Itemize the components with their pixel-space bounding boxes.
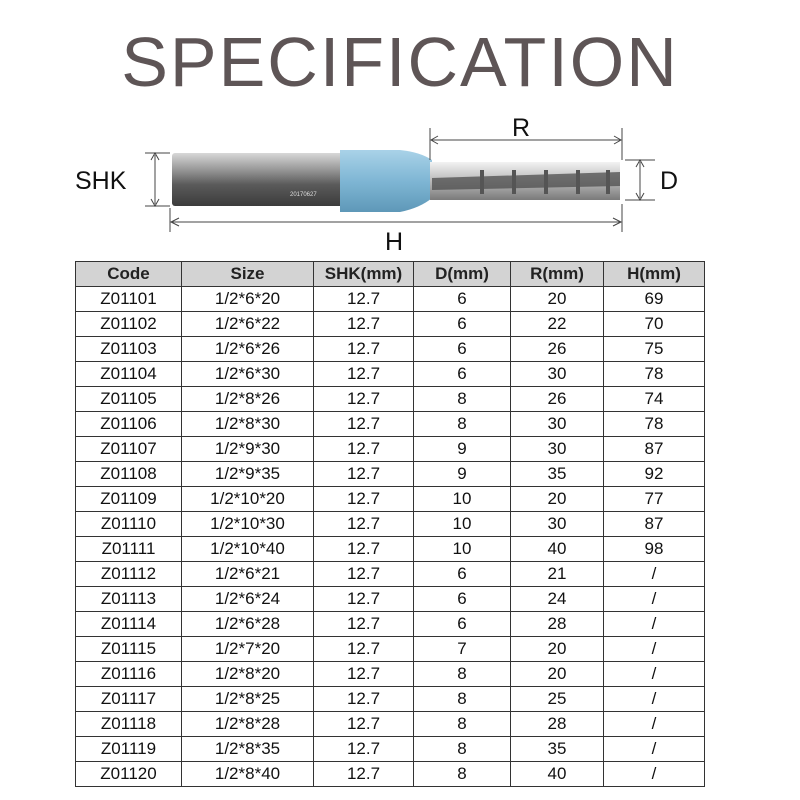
table-row — [76, 687, 705, 712]
cell-d: 9 — [414, 437, 511, 462]
cell-size: 1/2*9*30 — [182, 437, 314, 462]
cell-shk: 12.7 — [314, 487, 414, 512]
shk-dimension — [145, 153, 170, 206]
table-row — [76, 362, 705, 387]
cell-h: 87 — [604, 512, 705, 537]
cell-h: / — [604, 687, 705, 712]
table-row — [76, 412, 705, 437]
table-row — [76, 337, 705, 362]
cell-code: Z01107 — [76, 437, 182, 462]
cell-code: Z01105 — [76, 387, 182, 412]
cell-h: / — [604, 662, 705, 687]
cell-r: 25 — [511, 687, 604, 712]
cell-d: 8 — [414, 712, 511, 737]
table-row — [76, 637, 705, 662]
cell-size: 1/2*6*22 — [182, 312, 314, 337]
cell-h: 78 — [604, 362, 705, 387]
cell-r: 22 — [511, 312, 604, 337]
cell-r: 35 — [511, 737, 604, 762]
cell-r: 28 — [511, 612, 604, 637]
table-row — [76, 587, 705, 612]
cell-r: 30 — [511, 412, 604, 437]
r-label: R — [512, 114, 531, 142]
cell-code: Z01101 — [76, 287, 182, 312]
cell-h: 92 — [604, 462, 705, 487]
cell-h: 77 — [604, 487, 705, 512]
cell-d: 9 — [414, 462, 511, 487]
cell-r: 20 — [511, 637, 604, 662]
shank — [172, 153, 344, 206]
cell-h: / — [604, 637, 705, 662]
cell-d: 6 — [414, 587, 511, 612]
cell-r: 30 — [511, 437, 604, 462]
router-bit-diagram — [0, 105, 800, 260]
cell-r: 20 — [511, 662, 604, 687]
cell-code: Z01120 — [76, 762, 182, 787]
table-row — [76, 512, 705, 537]
cell-d: 8 — [414, 737, 511, 762]
cell-code: Z01108 — [76, 462, 182, 487]
cell-d: 7 — [414, 637, 511, 662]
header-d: D(mm) — [414, 262, 511, 287]
cell-code: Z01116 — [76, 662, 182, 687]
cell-h: 70 — [604, 312, 705, 337]
cell-code: Z01103 — [76, 337, 182, 362]
cell-shk: 12.7 — [314, 637, 414, 662]
cell-d: 6 — [414, 312, 511, 337]
cell-size: 1/2*8*30 — [182, 412, 314, 437]
cell-shk: 12.7 — [314, 712, 414, 737]
cell-h: / — [604, 612, 705, 637]
cell-h: / — [604, 762, 705, 787]
cell-shk: 12.7 — [314, 412, 414, 437]
cell-d: 10 — [414, 512, 511, 537]
cell-shk: 12.7 — [314, 387, 414, 412]
cell-h: / — [604, 737, 705, 762]
cell-code: Z01111 — [76, 537, 182, 562]
cell-code: Z01110 — [76, 512, 182, 537]
cell-d: 6 — [414, 612, 511, 637]
cell-d: 6 — [414, 287, 511, 312]
cell-shk: 12.7 — [314, 337, 414, 362]
table-row — [76, 562, 705, 587]
cell-code: Z01104 — [76, 362, 182, 387]
cell-d: 8 — [414, 387, 511, 412]
cell-shk: 12.7 — [314, 612, 414, 637]
cell-r: 28 — [511, 712, 604, 737]
cell-shk: 12.7 — [314, 312, 414, 337]
header-h: H(mm) — [604, 262, 705, 287]
cell-r: 30 — [511, 362, 604, 387]
cell-h: 75 — [604, 337, 705, 362]
collar — [340, 150, 432, 212]
cell-shk: 12.7 — [314, 362, 414, 387]
cell-shk: 12.7 — [314, 587, 414, 612]
cell-code: Z01113 — [76, 587, 182, 612]
cell-r: 20 — [511, 487, 604, 512]
cell-shk: 12.7 — [314, 562, 414, 587]
cell-size: 1/2*9*35 — [182, 462, 314, 487]
h-label: H — [385, 228, 404, 256]
cell-d: 6 — [414, 362, 511, 387]
cell-h: 98 — [604, 537, 705, 562]
header-size: Size — [182, 262, 314, 287]
cell-h: 69 — [604, 287, 705, 312]
cell-code: Z01106 — [76, 412, 182, 437]
table-row — [76, 737, 705, 762]
cell-size: 1/2*8*26 — [182, 387, 314, 412]
header-r: R(mm) — [511, 262, 604, 287]
cell-h: / — [604, 587, 705, 612]
table-row — [76, 312, 705, 337]
cell-size: 1/2*10*30 — [182, 512, 314, 537]
cell-r: 35 — [511, 462, 604, 487]
cell-size: 1/2*6*30 — [182, 362, 314, 387]
cell-code: Z01112 — [76, 562, 182, 587]
cell-code: Z01117 — [76, 687, 182, 712]
table-row — [76, 437, 705, 462]
cell-code: Z01118 — [76, 712, 182, 737]
cell-shk: 12.7 — [314, 537, 414, 562]
cell-size: 1/2*6*24 — [182, 587, 314, 612]
cell-h: / — [604, 712, 705, 737]
cell-code: Z01115 — [76, 637, 182, 662]
cell-shk: 12.7 — [314, 737, 414, 762]
cell-r: 30 — [511, 512, 604, 537]
cell-r: 20 — [511, 287, 604, 312]
cell-size: 1/2*7*20 — [182, 637, 314, 662]
cell-h: 78 — [604, 412, 705, 437]
table-row — [76, 487, 705, 512]
cell-d: 8 — [414, 762, 511, 787]
cell-code: Z01102 — [76, 312, 182, 337]
table-row — [76, 712, 705, 737]
table-row — [76, 662, 705, 687]
cell-shk: 12.7 — [314, 287, 414, 312]
cell-h: 74 — [604, 387, 705, 412]
cell-h: 87 — [604, 437, 705, 462]
cell-d: 6 — [414, 337, 511, 362]
table-row — [76, 537, 705, 562]
cell-d: 8 — [414, 687, 511, 712]
table-row — [76, 762, 705, 787]
cell-shk: 12.7 — [314, 687, 414, 712]
cell-size: 1/2*10*40 — [182, 537, 314, 562]
table-header-row — [76, 262, 705, 287]
cell-r: 26 — [511, 387, 604, 412]
cell-size: 1/2*8*40 — [182, 762, 314, 787]
cell-size: 1/2*6*20 — [182, 287, 314, 312]
cell-shk: 12.7 — [314, 437, 414, 462]
cell-size: 1/2*8*20 — [182, 662, 314, 687]
cell-code: Z01114 — [76, 612, 182, 637]
cell-size: 1/2*10*20 — [182, 487, 314, 512]
cell-shk: 12.7 — [314, 512, 414, 537]
cell-d: 10 — [414, 487, 511, 512]
specification-table — [75, 261, 705, 787]
table-body — [76, 287, 705, 787]
shank-marking: 20170627 — [290, 192, 317, 198]
cell-code: Z01119 — [76, 737, 182, 762]
cell-size: 1/2*8*28 — [182, 712, 314, 737]
d-label: D — [660, 167, 679, 195]
page-title: SPECIFICATION — [121, 23, 679, 101]
cell-r: 26 — [511, 337, 604, 362]
cell-h: / — [604, 562, 705, 587]
table-row — [76, 287, 705, 312]
header-code: Code — [76, 262, 182, 287]
cell-shk: 12.7 — [314, 462, 414, 487]
cell-r: 24 — [511, 587, 604, 612]
table-row — [76, 612, 705, 637]
cell-d: 6 — [414, 562, 511, 587]
cell-size: 1/2*6*26 — [182, 337, 314, 362]
table-row — [76, 387, 705, 412]
shk-label: SHK — [75, 167, 127, 195]
cell-shk: 12.7 — [314, 762, 414, 787]
cell-code: Z01109 — [76, 487, 182, 512]
cell-d: 10 — [414, 537, 511, 562]
d-dimension — [625, 160, 655, 200]
cell-size: 1/2*8*35 — [182, 737, 314, 762]
cell-r: 21 — [511, 562, 604, 587]
cell-d: 8 — [414, 662, 511, 687]
cell-shk: 12.7 — [314, 662, 414, 687]
cell-size: 1/2*6*28 — [182, 612, 314, 637]
cell-size: 1/2*6*21 — [182, 562, 314, 587]
cell-r: 40 — [511, 762, 604, 787]
cell-d: 8 — [414, 412, 511, 437]
cell-r: 40 — [511, 537, 604, 562]
cell-size: 1/2*8*25 — [182, 687, 314, 712]
header-shk: SHK(mm) — [314, 262, 414, 287]
table-row — [76, 462, 705, 487]
